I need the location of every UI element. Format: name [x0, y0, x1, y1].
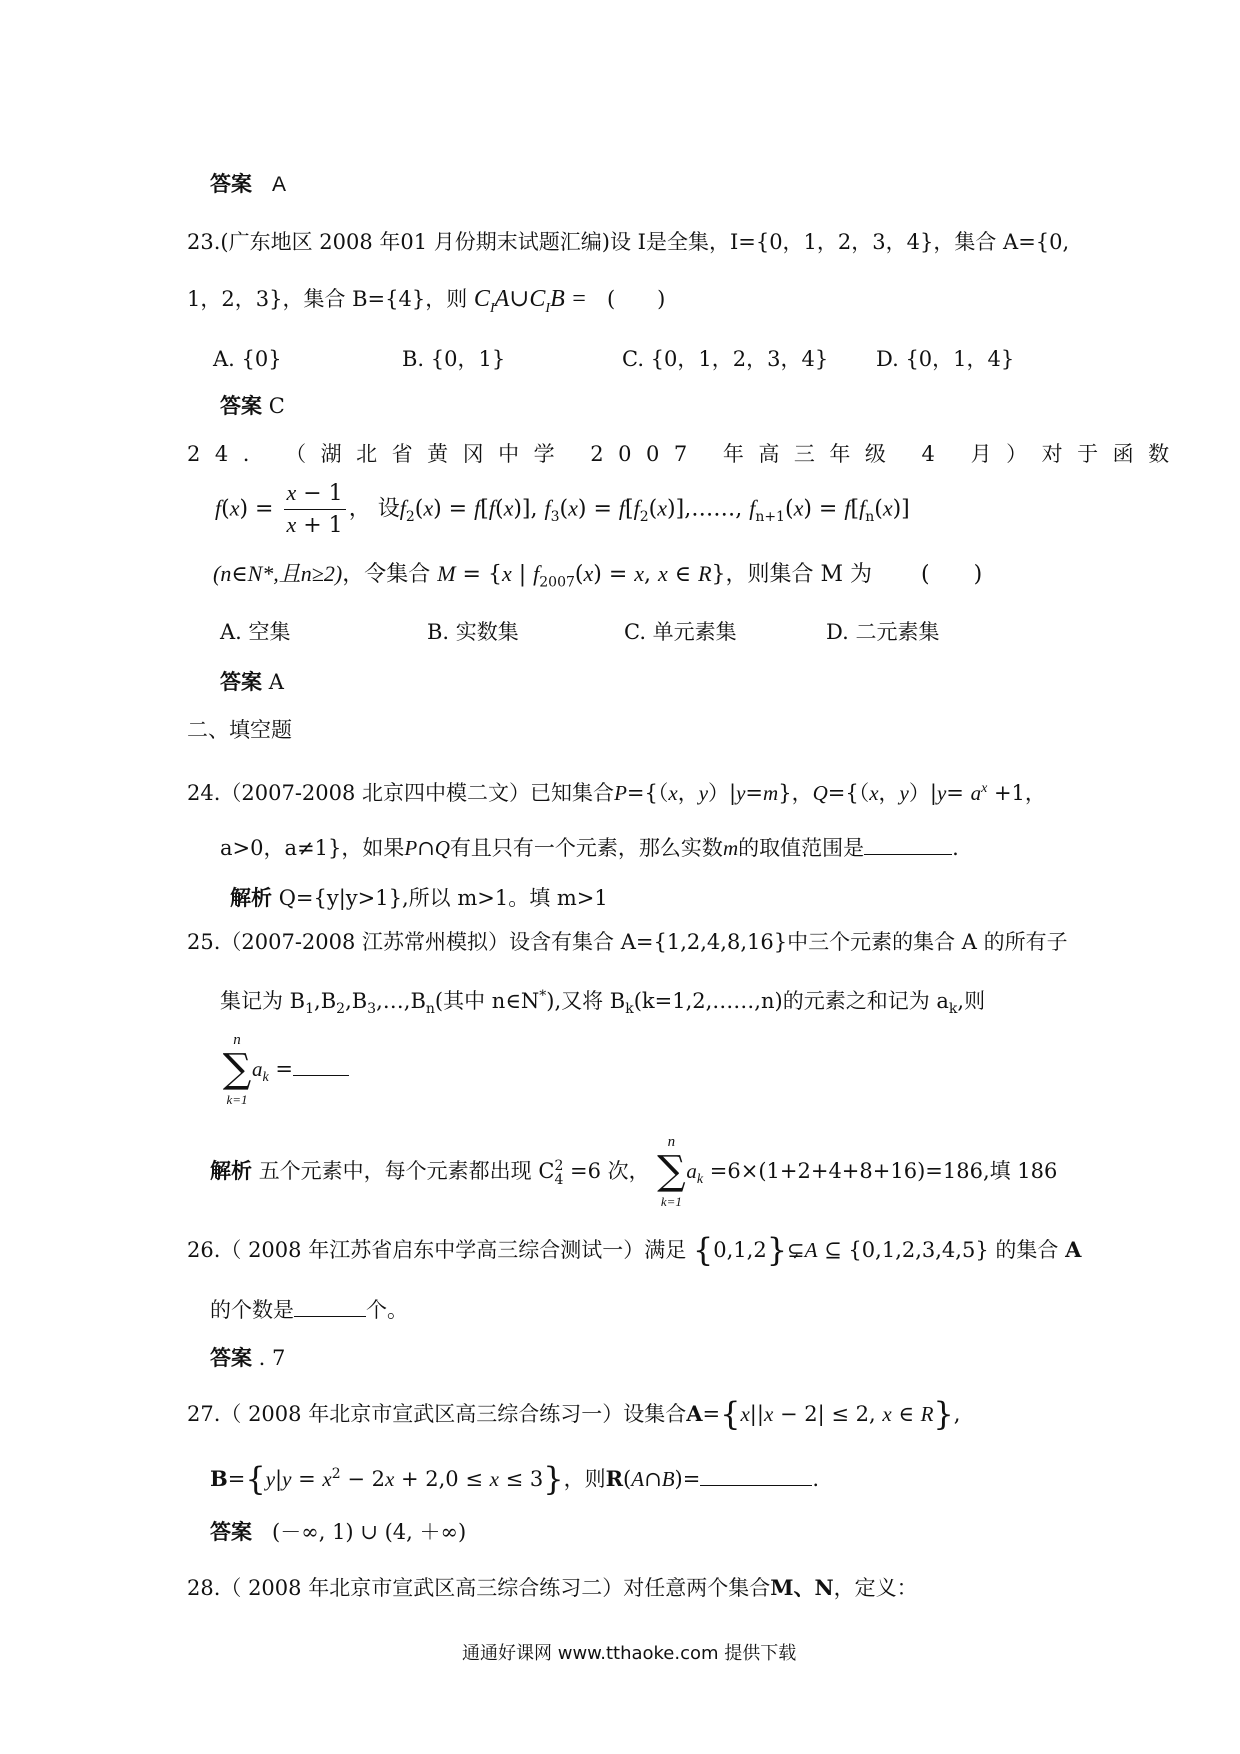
- section-heading: 二、填空题: [187, 718, 292, 742]
- question-24-line-2: f(x) = $\frac{x - 1}{x + 1}$ ， 设$f_2(x) = f[f(x)]$, $f_3(x)$ = $f[f_2(x)],\dots\dots$, $f_{n+1}(x) = f[f_n(x)]$: [215, 480, 910, 538]
- answer-line: 答案 (－∞, 1) ∪ (4, ＋∞): [210, 1519, 467, 1544]
- fill-blank[interactable]: [700, 1465, 812, 1486]
- formula: $C_IA\cup C_IB$ =: [473, 286, 587, 316]
- question-27-line-2: $B=\{y|y = x^2 - 2x + 2,0 \le x \le 3\}$，则R(A∩B)= .: [210, 1460, 819, 1498]
- fill-blank[interactable]: [864, 834, 952, 855]
- option-d: D. 二元素集: [826, 620, 940, 644]
- option-c: C. 单元素集: [624, 620, 737, 644]
- question-23-line-2: 1，2，3}，集合 B={4}，则 $C_IA\cup C_IB$ = ( ): [187, 286, 666, 316]
- question-24b-line-1: 24.（2007-2008 北京四中模二文）已知集合P={（x，y）|y=m}，Q={（x，$y)|y= a^x +1$，: [187, 781, 1046, 805]
- question-25-line-2: 集记为 $B_1,B_2,B_3,\dots,B_n$(其中 n∈N*),又将 $B_k(k=1,2,\dots\dots,n)$的元素之和记为 $a_k$,则: [220, 988, 986, 1018]
- fill-blank[interactable]: [293, 1055, 349, 1076]
- question-28-line-1: 28.（ 2008 年北京市宣武区高三综合练习二）对任意两个集合M、N，定义：: [187, 1575, 918, 1600]
- question-26-line-1: 26.（ 2008 年江苏省启东中学高三综合测试一）满足 {0,1,2}⊊A ⊆ {0,1,2,3,4,5} 的集合 A: [187, 1231, 1082, 1269]
- explanation-line: 解析 五个元素中，每个元素都出现 C2 4 =6 次， n ∑ k=1 $a_k =6\times(1+2+4+8+16)=186$,填 186: [210, 1133, 1058, 1209]
- answer-label: 答案: [210, 171, 252, 196]
- answer-line: 答案 C: [220, 393, 285, 418]
- answer-line: 答案 A: [220, 669, 284, 694]
- question-24b-line-2: a>0，a≠1}，如果P∩Q有且只有一个元素，那么实数m的取值范围是 .: [220, 836, 959, 860]
- option-b: B. {0，1}: [402, 347, 506, 371]
- fill-blank[interactable]: [294, 1296, 366, 1317]
- option-c: C. {0，1，2，3，4}: [622, 347, 829, 371]
- answer-line: 答案 . 7: [210, 1345, 286, 1370]
- option-a: A. {0}: [213, 347, 282, 371]
- answer-line: [210, 170, 286, 199]
- option-a: A. 空集: [220, 620, 291, 644]
- option-d: D. {0，1，4}: [876, 347, 1015, 371]
- question-23-line-1: 23.(广东地区 2008 年01 月份期末试题汇编)设 I是全集，I={0，1，2，3，4}，集合 A={0,: [187, 230, 1070, 254]
- question-25-line-1: 25.（2007-2008 江苏常州模拟）设含有集合 A={1,2,4,8,16}中三个元素的集合 A 的所有子: [187, 930, 1068, 954]
- sum-formula: n ∑ k=1 $a_k$ =: [222, 1030, 349, 1117]
- option-b: B. 实数集: [427, 620, 519, 644]
- explanation-line: 解析 Q={y|y>1},所以 m>1。填 m>1: [230, 885, 608, 910]
- question-26-line-2: 的个数是 个。: [210, 1298, 408, 1322]
- page-footer: 通通好课网 www.tthaoke.com 提供下载: [462, 1643, 797, 1664]
- question-27-line-1: 27.（ 2008 年北京市宣武区高三综合练习一）设集合A={x||x − 2| ≤ 2, x ∈ R},: [187, 1395, 961, 1433]
- question-24-line-1: 24. （湖北省黄冈中学 2007 年高三年级 4 月）对于函数: [187, 442, 1184, 466]
- answer-value: A: [272, 173, 287, 196]
- question-24-line-3: (n∈N*,且n≥2)，令集合 M = {x | $f_{2007}(x) = x$, x ∈ R}，则集合 M 为 ( ): [213, 561, 983, 591]
- answer-parentheses: ( ): [606, 287, 666, 311]
